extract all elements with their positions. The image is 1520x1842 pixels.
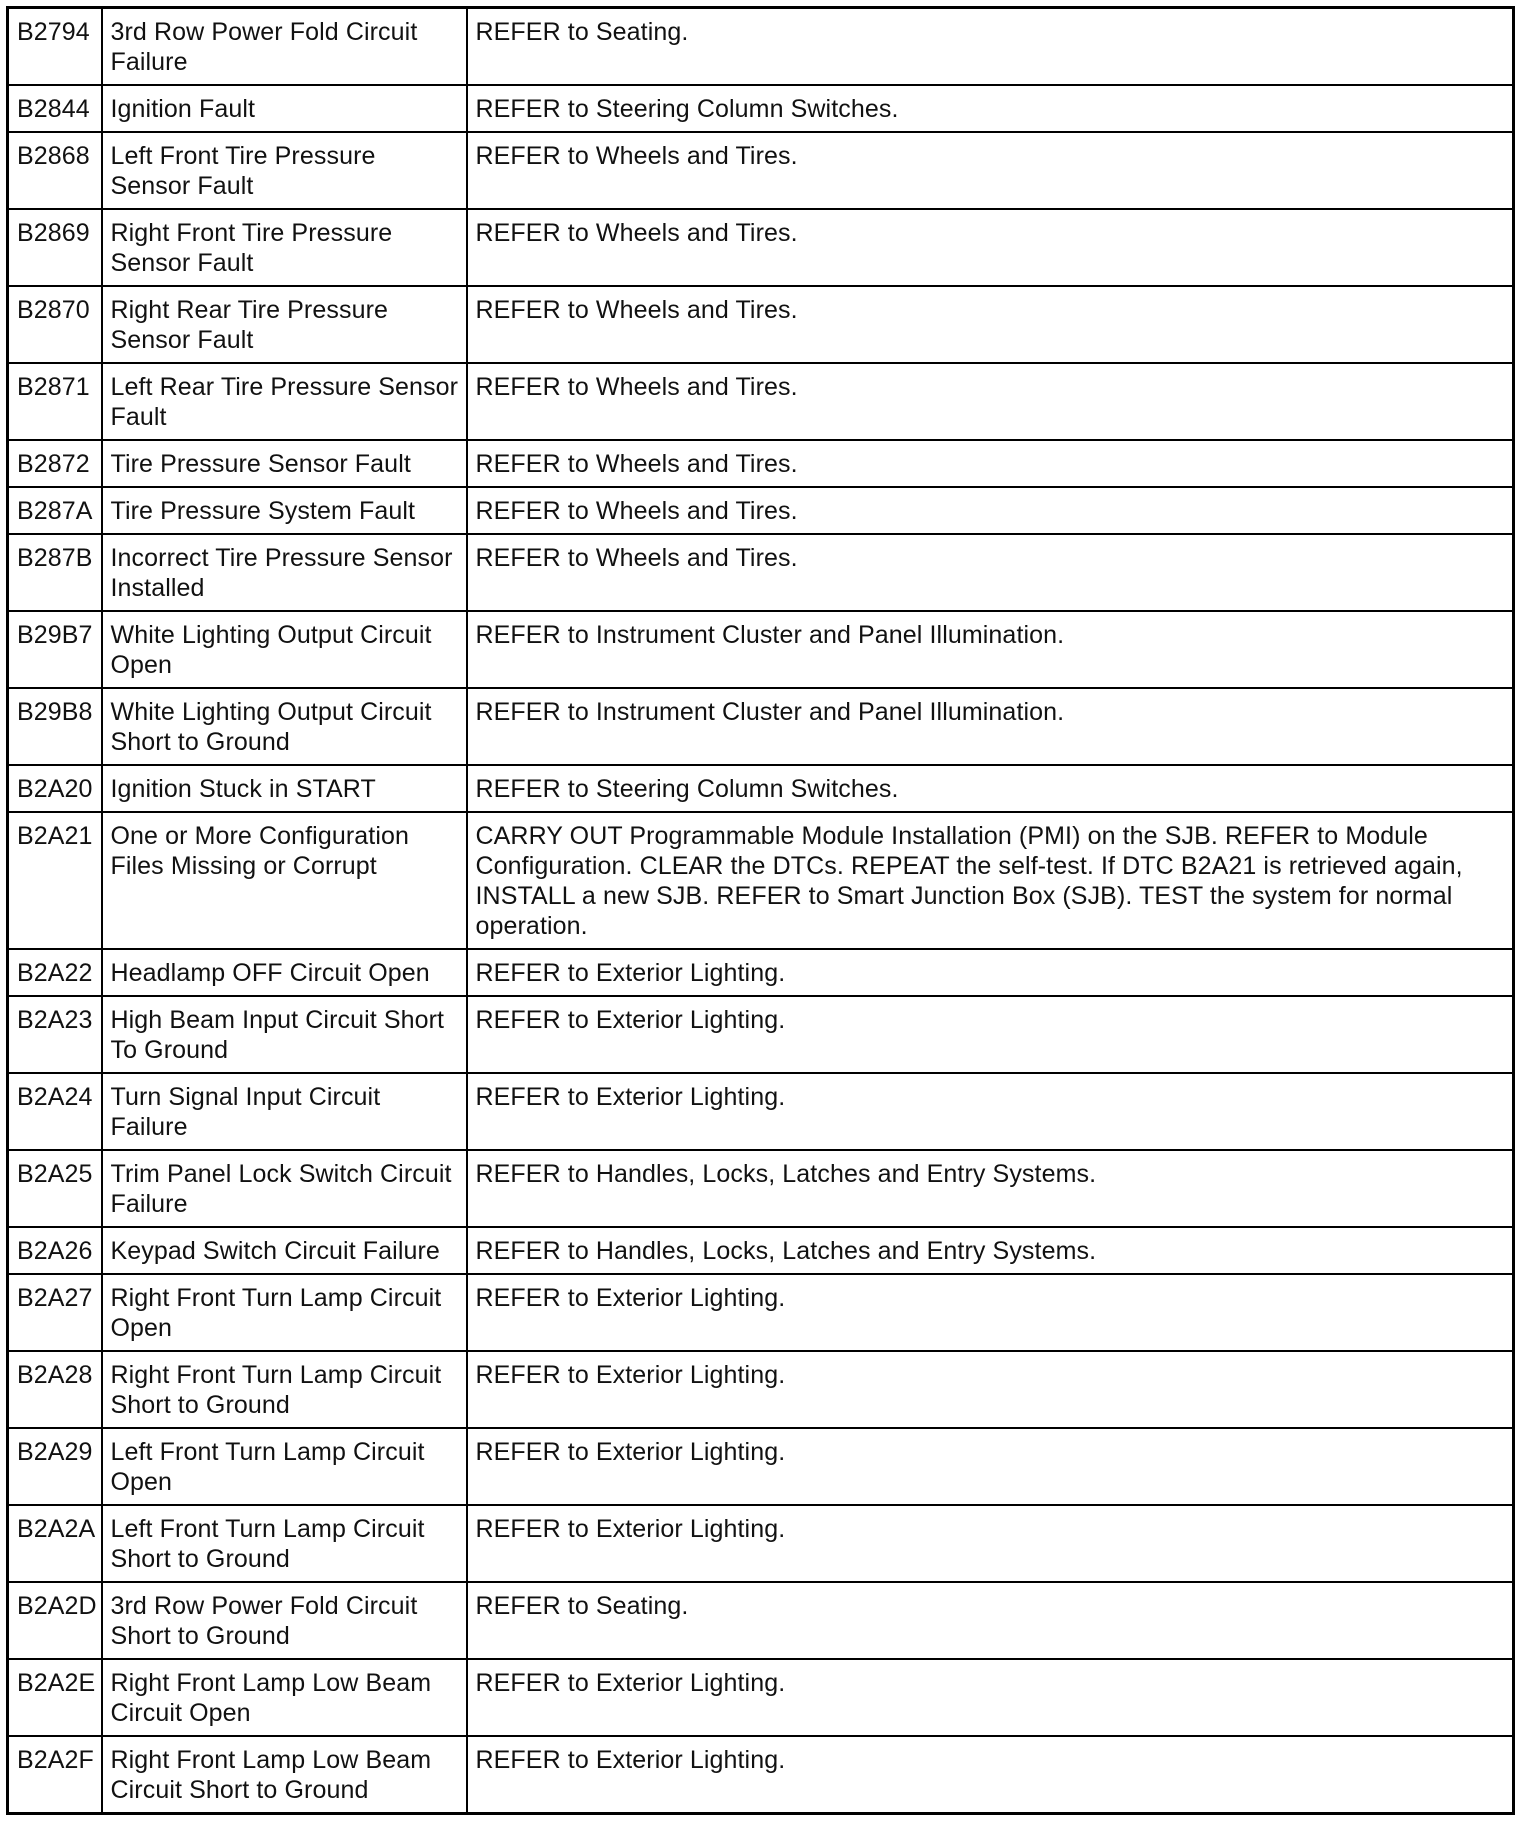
dtc-code-cell: B2A28 bbox=[8, 1351, 102, 1428]
dtc-action-cell: REFER to Seating. bbox=[467, 1582, 1514, 1659]
table-row bbox=[8, 363, 1514, 440]
dtc-description-cell: Left Rear Tire Pressure Sensor Fault bbox=[102, 363, 467, 440]
table-row bbox=[8, 996, 1514, 1073]
dtc-description-cell: Left Front Turn Lamp Circuit Open bbox=[102, 1428, 467, 1505]
dtc-action-cell: REFER to Steering Column Switches. bbox=[467, 85, 1514, 132]
dtc-code-cell: B2A22 bbox=[8, 949, 102, 996]
table-row bbox=[8, 1073, 1514, 1150]
dtc-table-page bbox=[6, 6, 1515, 1815]
table-row bbox=[8, 209, 1514, 286]
dtc-action-cell: REFER to Steering Column Switches. bbox=[467, 765, 1514, 812]
dtc-description-cell: Right Front Tire Pressure Sensor Fault bbox=[102, 209, 467, 286]
dtc-code-cell: B2A2D bbox=[8, 1582, 102, 1659]
dtc-code-cell: B2A24 bbox=[8, 1073, 102, 1150]
dtc-code-cell: B2A2F bbox=[8, 1736, 102, 1814]
dtc-action-cell: REFER to Exterior Lighting. bbox=[467, 949, 1514, 996]
dtc-description-cell: Incorrect Tire Pressure Sensor Installed bbox=[102, 534, 467, 611]
dtc-description-cell: White Lighting Output Circuit Open bbox=[102, 611, 467, 688]
dtc-code-cell: B2869 bbox=[8, 209, 102, 286]
dtc-action-cell: REFER to Exterior Lighting. bbox=[467, 1351, 1514, 1428]
dtc-code-cell: B2844 bbox=[8, 85, 102, 132]
dtc-code-cell: B2A25 bbox=[8, 1150, 102, 1227]
dtc-action-cell: REFER to Exterior Lighting. bbox=[467, 1073, 1514, 1150]
dtc-action-cell: REFER to Wheels and Tires. bbox=[467, 487, 1514, 534]
dtc-description-cell: Right Front Turn Lamp Circuit Short to Ground bbox=[102, 1351, 467, 1428]
dtc-description-cell: 3rd Row Power Fold Circuit Failure bbox=[102, 8, 467, 86]
table-row bbox=[8, 1736, 1514, 1814]
dtc-code-cell: B2868 bbox=[8, 132, 102, 209]
table-row bbox=[8, 1659, 1514, 1736]
dtc-action-cell: REFER to Exterior Lighting. bbox=[467, 1274, 1514, 1351]
table-row bbox=[8, 534, 1514, 611]
dtc-description-cell: Right Rear Tire Pressure Sensor Fault bbox=[102, 286, 467, 363]
dtc-description-cell: 3rd Row Power Fold Circuit Short to Ground bbox=[102, 1582, 467, 1659]
dtc-description-cell: Ignition Fault bbox=[102, 85, 467, 132]
dtc-action-cell: REFER to Wheels and Tires. bbox=[467, 534, 1514, 611]
dtc-action-cell: REFER to Exterior Lighting. bbox=[467, 1428, 1514, 1505]
dtc-action-cell: CARRY OUT Programmable Module Installation (PMI) on the SJB. REFER to Module Configuration. CLEAR the DTCs. REPEAT the self-test. If DTC B2A21 is retrieved again, INSTALL a new SJB. REFER to Smart Junction Box (SJB). TEST the system for normal operation. bbox=[467, 812, 1514, 949]
dtc-description-cell: Right Front Lamp Low Beam Circuit Open bbox=[102, 1659, 467, 1736]
dtc-description-cell: Right Front Turn Lamp Circuit Open bbox=[102, 1274, 467, 1351]
dtc-action-cell: REFER to Instrument Cluster and Panel Illumination. bbox=[467, 688, 1514, 765]
dtc-description-cell: Tire Pressure Sensor Fault bbox=[102, 440, 467, 487]
dtc-description-cell: Left Front Tire Pressure Sensor Fault bbox=[102, 132, 467, 209]
table-row bbox=[8, 1351, 1514, 1428]
table-row bbox=[8, 1274, 1514, 1351]
dtc-code-cell: B2A27 bbox=[8, 1274, 102, 1351]
dtc-description-cell: High Beam Input Circuit Short To Ground bbox=[102, 996, 467, 1073]
dtc-description-cell: Left Front Turn Lamp Circuit Short to Ground bbox=[102, 1505, 467, 1582]
dtc-code-cell: B2A26 bbox=[8, 1227, 102, 1274]
table-row bbox=[8, 1227, 1514, 1274]
dtc-table bbox=[6, 6, 1515, 1815]
dtc-action-cell: REFER to Wheels and Tires. bbox=[467, 286, 1514, 363]
table-row bbox=[8, 688, 1514, 765]
table-row bbox=[8, 949, 1514, 996]
dtc-action-cell: REFER to Exterior Lighting. bbox=[467, 1505, 1514, 1582]
dtc-action-cell: REFER to Wheels and Tires. bbox=[467, 440, 1514, 487]
dtc-action-cell: REFER to Exterior Lighting. bbox=[467, 1659, 1514, 1736]
table-row bbox=[8, 286, 1514, 363]
dtc-action-cell: REFER to Wheels and Tires. bbox=[467, 363, 1514, 440]
dtc-code-cell: B2A29 bbox=[8, 1428, 102, 1505]
dtc-code-cell: B2A2A bbox=[8, 1505, 102, 1582]
dtc-description-cell: Ignition Stuck in START bbox=[102, 765, 467, 812]
table-row bbox=[8, 1505, 1514, 1582]
table-row bbox=[8, 1150, 1514, 1227]
dtc-description-cell: Right Front Lamp Low Beam Circuit Short to Ground bbox=[102, 1736, 467, 1814]
table-row bbox=[8, 440, 1514, 487]
dtc-action-cell: REFER to Exterior Lighting. bbox=[467, 1736, 1514, 1814]
dtc-action-cell: REFER to Exterior Lighting. bbox=[467, 996, 1514, 1073]
table-row bbox=[8, 487, 1514, 534]
dtc-code-cell: B287A bbox=[8, 487, 102, 534]
table-row bbox=[8, 812, 1514, 949]
table-row bbox=[8, 1582, 1514, 1659]
dtc-code-cell: B2A20 bbox=[8, 765, 102, 812]
dtc-code-cell: B29B8 bbox=[8, 688, 102, 765]
dtc-action-cell: REFER to Wheels and Tires. bbox=[467, 209, 1514, 286]
dtc-action-cell: REFER to Seating. bbox=[467, 8, 1514, 86]
dtc-action-cell: REFER to Handles, Locks, Latches and Entry Systems. bbox=[467, 1150, 1514, 1227]
dtc-code-cell: B2872 bbox=[8, 440, 102, 487]
dtc-description-cell: One or More Configuration Files Missing or Corrupt bbox=[102, 812, 467, 949]
dtc-description-cell: Keypad Switch Circuit Failure bbox=[102, 1227, 467, 1274]
dtc-code-cell: B2A2E bbox=[8, 1659, 102, 1736]
dtc-action-cell: REFER to Instrument Cluster and Panel Illumination. bbox=[467, 611, 1514, 688]
dtc-action-cell: REFER to Handles, Locks, Latches and Entry Systems. bbox=[467, 1227, 1514, 1274]
dtc-code-cell: B2871 bbox=[8, 363, 102, 440]
table-row bbox=[8, 765, 1514, 812]
dtc-table-body bbox=[8, 8, 1514, 1814]
table-row bbox=[8, 611, 1514, 688]
table-row bbox=[8, 1428, 1514, 1505]
dtc-code-cell: B2A21 bbox=[8, 812, 102, 949]
dtc-code-cell: B287B bbox=[8, 534, 102, 611]
dtc-description-cell: Trim Panel Lock Switch Circuit Failure bbox=[102, 1150, 467, 1227]
table-row bbox=[8, 132, 1514, 209]
dtc-description-cell: Turn Signal Input Circuit Failure bbox=[102, 1073, 467, 1150]
dtc-code-cell: B2870 bbox=[8, 286, 102, 363]
dtc-code-cell: B2A23 bbox=[8, 996, 102, 1073]
dtc-action-cell: REFER to Wheels and Tires. bbox=[467, 132, 1514, 209]
table-row bbox=[8, 8, 1514, 86]
dtc-description-cell: Tire Pressure System Fault bbox=[102, 487, 467, 534]
dtc-code-cell: B2794 bbox=[8, 8, 102, 86]
dtc-code-cell: B29B7 bbox=[8, 611, 102, 688]
table-row bbox=[8, 85, 1514, 132]
dtc-description-cell: Headlamp OFF Circuit Open bbox=[102, 949, 467, 996]
dtc-description-cell: White Lighting Output Circuit Short to Ground bbox=[102, 688, 467, 765]
